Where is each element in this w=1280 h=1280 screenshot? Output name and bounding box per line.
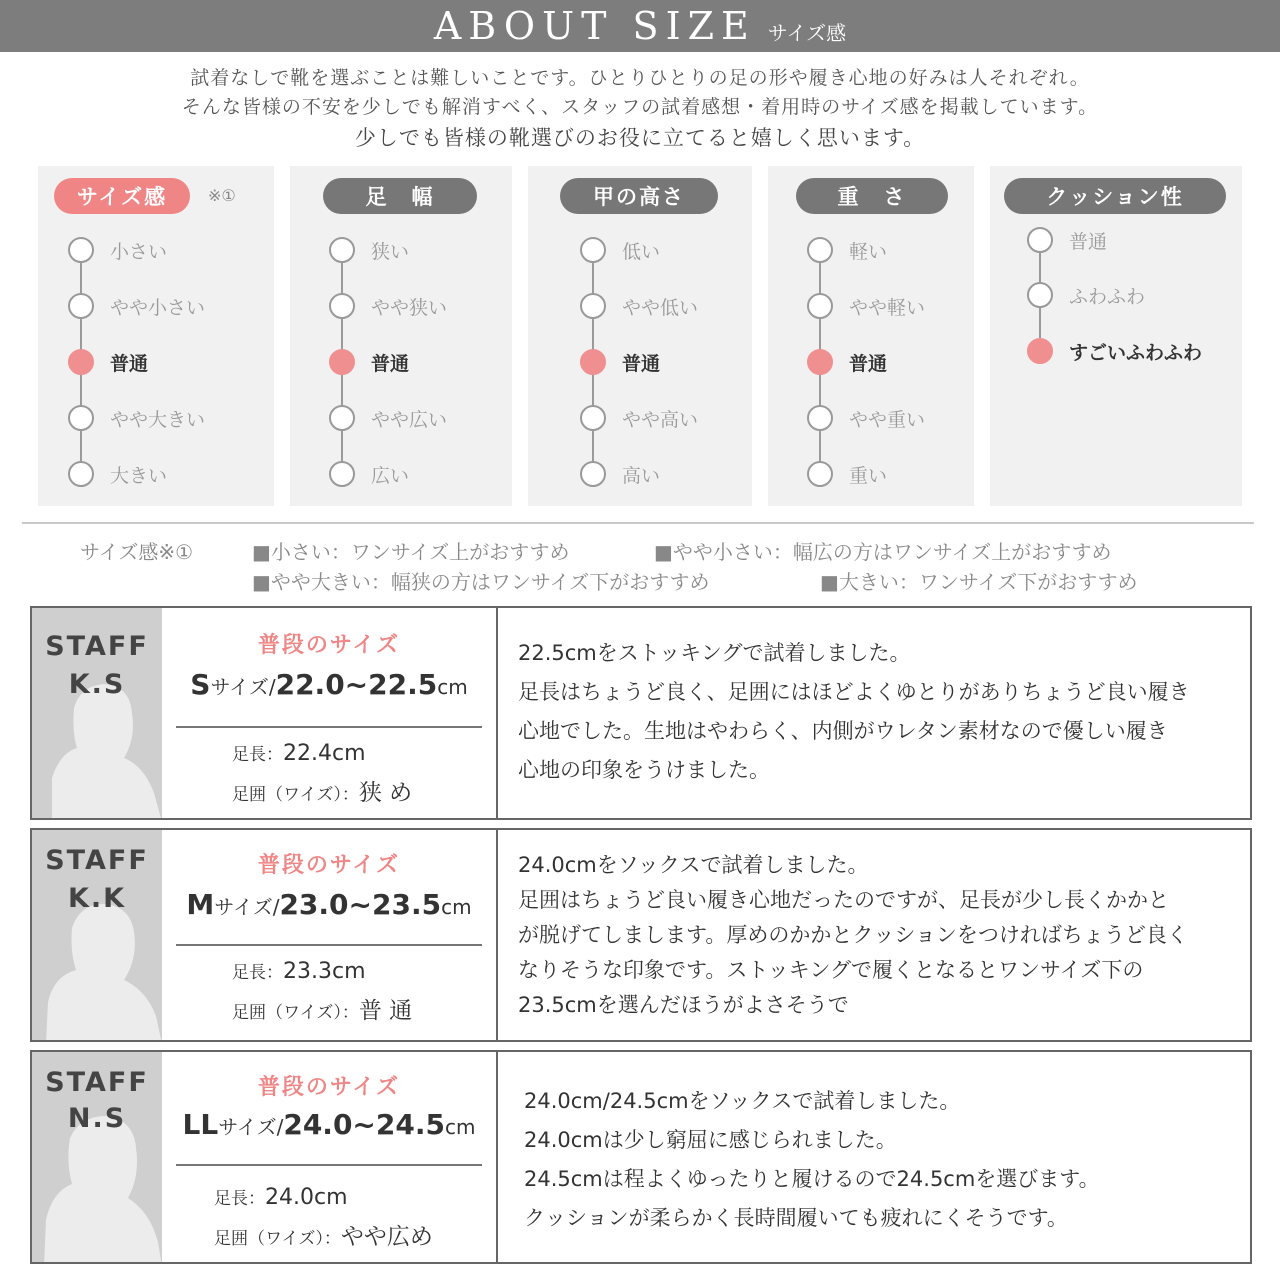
- legend-item: ■やや大きい：幅狭の方はワンサイズ下がおすすめ: [252, 570, 710, 594]
- scale-option-label: 普通: [371, 352, 410, 375]
- size-unit: cm: [437, 675, 468, 699]
- card-divider: [496, 1052, 498, 1262]
- scale-option: [329, 459, 409, 489]
- staff-initials: K.K: [67, 883, 127, 914]
- scale-option-label: 広い: [371, 464, 410, 487]
- scale-option: [807, 235, 887, 265]
- cushion-scale-label: クッション性: [1004, 178, 1226, 214]
- comment-line: 24.5cmは程よくゆったりと履けるので24.5cmを選びます。: [524, 1167, 1100, 1191]
- intro-text: [0, 64, 1280, 154]
- scale-dot-selected: [329, 349, 355, 375]
- scale-option: [329, 235, 409, 265]
- foot-length: 足長：24.0cm: [214, 1185, 348, 1210]
- scale-dot: [807, 237, 833, 263]
- scale-option-selected: [807, 347, 887, 377]
- comment-line: 心地の印象をうけました。: [518, 758, 770, 782]
- scale-option-label: やや高い: [622, 408, 699, 431]
- scale-option: [329, 403, 447, 433]
- size-word: サイズ/: [214, 895, 280, 919]
- scale-option-label: やや低い: [622, 296, 699, 319]
- comment-line: 24.0cmをソックスで試着しました。: [518, 853, 869, 877]
- size-separator: [176, 726, 482, 728]
- foot-length: 足長：22.4cm: [232, 741, 366, 766]
- scale-dot: [68, 293, 94, 319]
- scale-option-label: 高い: [622, 464, 661, 487]
- scale-dot: [807, 461, 833, 487]
- size-scale-panel: [38, 166, 274, 506]
- scale-option-label: 重い: [849, 464, 888, 487]
- card-divider: [496, 830, 498, 1040]
- scale-dot: [580, 461, 606, 487]
- scale-option: [580, 291, 698, 321]
- scale-dot: [329, 293, 355, 319]
- scale-dot: [68, 405, 94, 431]
- scale-option-label: 普通: [849, 352, 888, 375]
- scale-option-label: やや軽い: [849, 296, 926, 319]
- scale-option-label: 普通: [1069, 230, 1108, 253]
- scale-option-label: 狭い: [371, 240, 410, 263]
- size-word: サイズ/: [218, 1115, 284, 1139]
- scale-option: [807, 459, 887, 489]
- page-subtitle: サイズ感: [767, 20, 847, 45]
- size-scale-label: サイズ感: [54, 178, 190, 214]
- page-title: ABOUT SIZE: [433, 4, 756, 48]
- scale-option: [329, 291, 447, 321]
- comment-line: 足長はちょうど良く、足囲にはほどよくゆとりがありちょうど良い履き: [518, 680, 1190, 704]
- scale-option-selected: [329, 347, 409, 377]
- foot-girth: 足囲（ワイズ）：普 通: [232, 998, 413, 1024]
- legend-title: サイズ感※①: [80, 540, 194, 564]
- scale-dot: [329, 461, 355, 487]
- usual-size-caption: 普段のサイズ: [257, 1075, 401, 1100]
- comment-line: が脱げてしまします。厚めのかかとクッションをつければちょうど良く: [518, 923, 1188, 947]
- staff-photo: [32, 1052, 162, 1262]
- scale-option: [68, 291, 205, 321]
- scale-dot: [68, 237, 94, 263]
- size-letter: LL: [182, 1108, 219, 1141]
- scale-option-selected: [68, 347, 148, 377]
- scale-dot: [329, 237, 355, 263]
- size-letter: S: [190, 668, 211, 701]
- scale-option: [807, 291, 925, 321]
- staff-initials: K.S: [68, 669, 126, 700]
- foot-girth: 足囲（ワイズ）：狭 め: [232, 780, 413, 806]
- size-scale-note: ※①: [208, 186, 236, 205]
- scale-option: [68, 235, 167, 265]
- scale-option: [68, 403, 205, 433]
- usual-size-box: [162, 1052, 496, 1262]
- section-divider: [22, 522, 1254, 524]
- staff-comment: [524, 1082, 1244, 1238]
- staff-review-card: [30, 828, 1252, 1042]
- width-scale-panel: [290, 166, 512, 506]
- size-letter: M: [186, 888, 215, 921]
- legend-item: ■大きい：ワンサイズ下がおすすめ: [820, 570, 1138, 594]
- scale-option: [1027, 225, 1107, 255]
- staff-label: STAFF: [45, 1067, 149, 1098]
- usual-size-caption: 普段のサイズ: [257, 633, 401, 658]
- staff-comment: [518, 634, 1238, 790]
- staff-comment: [518, 848, 1238, 1023]
- comment-line: 心地でした。生地はやわらく、内側がウレタン素材なので優しい履き: [518, 719, 1168, 743]
- comment-line: 22.5cmをストッキングで試着しました。: [518, 641, 911, 665]
- scale-option: [68, 459, 167, 489]
- card-divider: [496, 608, 498, 818]
- scale-dot: [580, 237, 606, 263]
- scale-option: [580, 459, 660, 489]
- scale-dot: [329, 405, 355, 431]
- scale-option-label: 普通: [110, 352, 149, 375]
- scale-option: [580, 403, 698, 433]
- scale-dot: [580, 293, 606, 319]
- scale-option-label: 小さい: [110, 240, 168, 263]
- scale-dot-selected: [807, 349, 833, 375]
- size-range: 23.0~23.5: [279, 888, 442, 921]
- scale-option-label: 低い: [622, 240, 661, 263]
- instep-scale-label: 甲の高さ: [560, 178, 718, 214]
- staff-label: STAFF: [45, 845, 149, 876]
- comment-line: クッションが柔らかく長時間履いても疲れにくそうです。: [524, 1206, 1068, 1230]
- scale-option-label: 普通: [622, 352, 661, 375]
- page-header: [0, 0, 1280, 52]
- size-word: サイズ/: [210, 675, 276, 699]
- cushion-scale-panel: [990, 166, 1242, 506]
- foot-length: 足長：23.3cm: [232, 959, 366, 984]
- size-range: 24.0~24.5: [283, 1108, 445, 1141]
- usual-size-value: [162, 1108, 496, 1141]
- legend-item: ■やや小さい：幅広の方はワンサイズ上がおすすめ: [654, 540, 1112, 564]
- usual-size-box: [162, 830, 496, 1040]
- foot-girth: 足囲（ワイズ）：やや広め: [214, 1224, 433, 1250]
- comment-line: なりそうな印象です。ストッキングで履くとなるとワンサイズ下の: [518, 958, 1144, 982]
- weight-scale-panel: [768, 166, 974, 506]
- staff-photo: [32, 830, 162, 1040]
- scale-option-selected: [1027, 336, 1202, 366]
- intro-line: 少しでも皆様の靴選びのお役に立てると嬉しく思います。: [354, 126, 926, 150]
- scale-option-label: やや広い: [371, 408, 448, 431]
- comment-line: 24.0cmは少し窮屈に感じられました。: [524, 1128, 897, 1152]
- scale-option: [580, 235, 660, 265]
- size-separator: [176, 1164, 482, 1166]
- staff-photo: [32, 608, 162, 818]
- scale-option-label: 軽い: [849, 240, 888, 263]
- scale-option-selected: [580, 347, 660, 377]
- usual-size-value: [162, 668, 496, 701]
- scale-dot: [807, 293, 833, 319]
- scale-dot: [1027, 227, 1053, 253]
- scale-option-label: ふわふわ: [1069, 285, 1146, 308]
- scale-option-label: やや狭い: [371, 296, 448, 319]
- usual-size-box: [162, 608, 496, 818]
- staff-review-card: [30, 606, 1252, 820]
- intro-line: 試着なしで靴を選ぶことは難しいことです。ひとりひとりの足の形や履き心地の好みは人それぞれ。: [190, 67, 1090, 89]
- intro-line: そんな皆様の不安を少しでも解消すべく、スタッフの試着感想・着用時のサイズ感を掲載しています。: [181, 96, 1099, 118]
- staff-label: STAFF: [45, 631, 149, 662]
- staff-initials: N.S: [67, 1103, 127, 1134]
- scale-option-label: やや重い: [849, 408, 926, 431]
- size-separator: [176, 944, 482, 946]
- scale-dot-selected: [1027, 338, 1053, 364]
- scale-option: [807, 403, 925, 433]
- scale-dot: [68, 461, 94, 487]
- size-unit: cm: [441, 895, 472, 919]
- weight-scale-label: 重 さ: [796, 178, 948, 214]
- scale-option-label: 大きい: [110, 464, 168, 487]
- staff-review-card: [30, 1050, 1252, 1264]
- comment-line: 足囲はちょうど良い履き心地だったのですが、足長が少し長くかかと: [518, 888, 1169, 912]
- comment-line: 24.0cm/24.5cmをソックスで試着しました。: [524, 1089, 961, 1113]
- instep-scale-panel: [528, 166, 752, 506]
- scale-option: [1027, 280, 1145, 310]
- scale-option-label: やや大きい: [110, 408, 206, 431]
- size-unit: cm: [444, 1115, 476, 1139]
- legend-item: ■小さい：ワンサイズ上がおすすめ: [252, 540, 570, 564]
- scale-dot: [580, 405, 606, 431]
- scale-dot: [807, 405, 833, 431]
- scale-dot: [1027, 282, 1053, 308]
- usual-size-caption: 普段のサイズ: [257, 853, 401, 878]
- scale-option-label: やや小さい: [110, 296, 206, 319]
- scale-dot-selected: [580, 349, 606, 375]
- usual-size-value: [162, 888, 496, 921]
- scale-dot-selected: [68, 349, 94, 375]
- size-range: 22.0~22.5: [275, 668, 438, 701]
- width-scale-label: 足 幅: [323, 178, 477, 214]
- scale-option-label: すごいふわふわ: [1069, 341, 1203, 364]
- comment-line: 23.5cmを選んだほうがよさそうで: [518, 993, 849, 1017]
